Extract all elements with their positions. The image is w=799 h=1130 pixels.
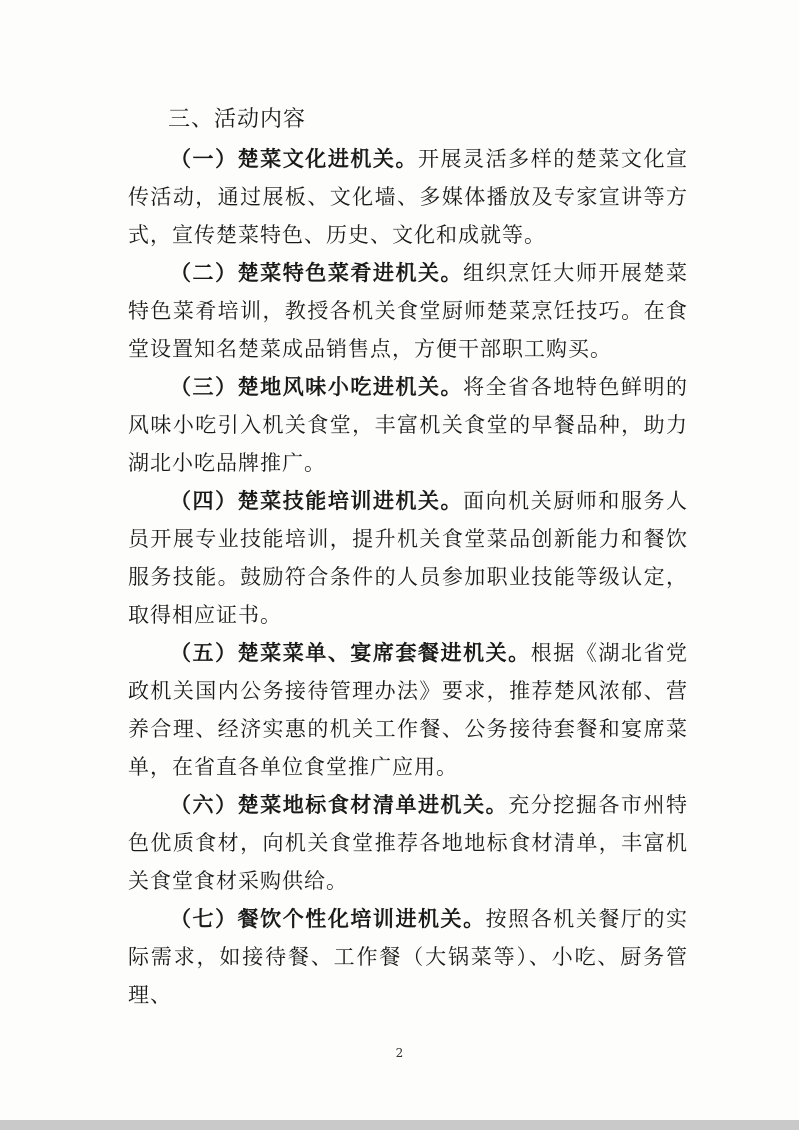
page-number: 2 <box>395 1046 404 1060</box>
paragraph-text: 根据《湖北省党政机关国内公务接待管理办法》要求，推荐楚风浓郁、营养合理、经济实惠的机关工作餐、公务接待套餐和宴席菜单，在省直各单位食堂推广应用。 <box>128 641 689 779</box>
paragraph-text: 充分挖掘各市州特色优质食材，向机关食堂推荐各地地标食材清单，丰富机关食堂食材采购供给。 <box>128 793 689 893</box>
paragraph-lead: （七）餐饮个性化培训进机关。 <box>170 906 486 931</box>
paragraph-lead: （六）楚菜地标食材清单进机关。 <box>170 792 509 817</box>
document-body <box>128 140 688 1014</box>
paragraph-3 <box>128 368 688 482</box>
paragraph-5 <box>128 634 688 786</box>
paragraph-1 <box>128 140 688 254</box>
paragraph-lead: （五）楚菜菜单、宴席套餐进机关。 <box>170 640 531 665</box>
paragraph-7 <box>128 900 688 1014</box>
paragraph-lead: （四）楚菜技能培训进机关。 <box>170 488 464 513</box>
paragraph-lead: （二）楚菜特色菜肴进机关。 <box>170 260 464 285</box>
paragraph-text: 面向机关厨师和服务人员开展专业技能培训，提升机关食堂菜品创新能力和餐饮服务技能。鼓励符合条件的人员参加职业技能等级认定，取得相应证书。 <box>128 489 689 627</box>
paragraph-lead: （三）楚地风味小吃进机关。 <box>170 374 464 399</box>
paragraph-text: 将全省各地特色鲜明的风味小吃引入机关食堂，丰富机关食堂的早餐品种，助力湖北小吃品牌推广。 <box>128 375 689 475</box>
paragraph-text: 组织烹饪大师开展楚菜特色菜肴培训，教授各机关食堂厨师楚菜烹饪技巧。在食堂设置知名楚菜成品销售点，方便干部职工购买。 <box>128 261 689 361</box>
paragraph-6 <box>128 786 688 900</box>
paragraph-2 <box>128 254 688 368</box>
paragraph-lead: （一）楚菜文化进机关。 <box>170 146 418 171</box>
section-heading: 三、活动内容 <box>168 107 307 132</box>
paragraph-text: 按照各机关餐厅的实际需求，如接待餐、工作餐（大锅菜等）、小吃、厨务管理、 <box>128 907 689 1007</box>
paragraph-text: 开展灵活多样的楚菜文化宣传活动，通过展板、文化墙、多媒体播放及专家宣讲等方式，宣传楚菜特色、历史、文化和成就等。 <box>128 147 688 247</box>
paragraph-4 <box>128 482 688 634</box>
scan-edge-divider <box>0 1120 799 1130</box>
